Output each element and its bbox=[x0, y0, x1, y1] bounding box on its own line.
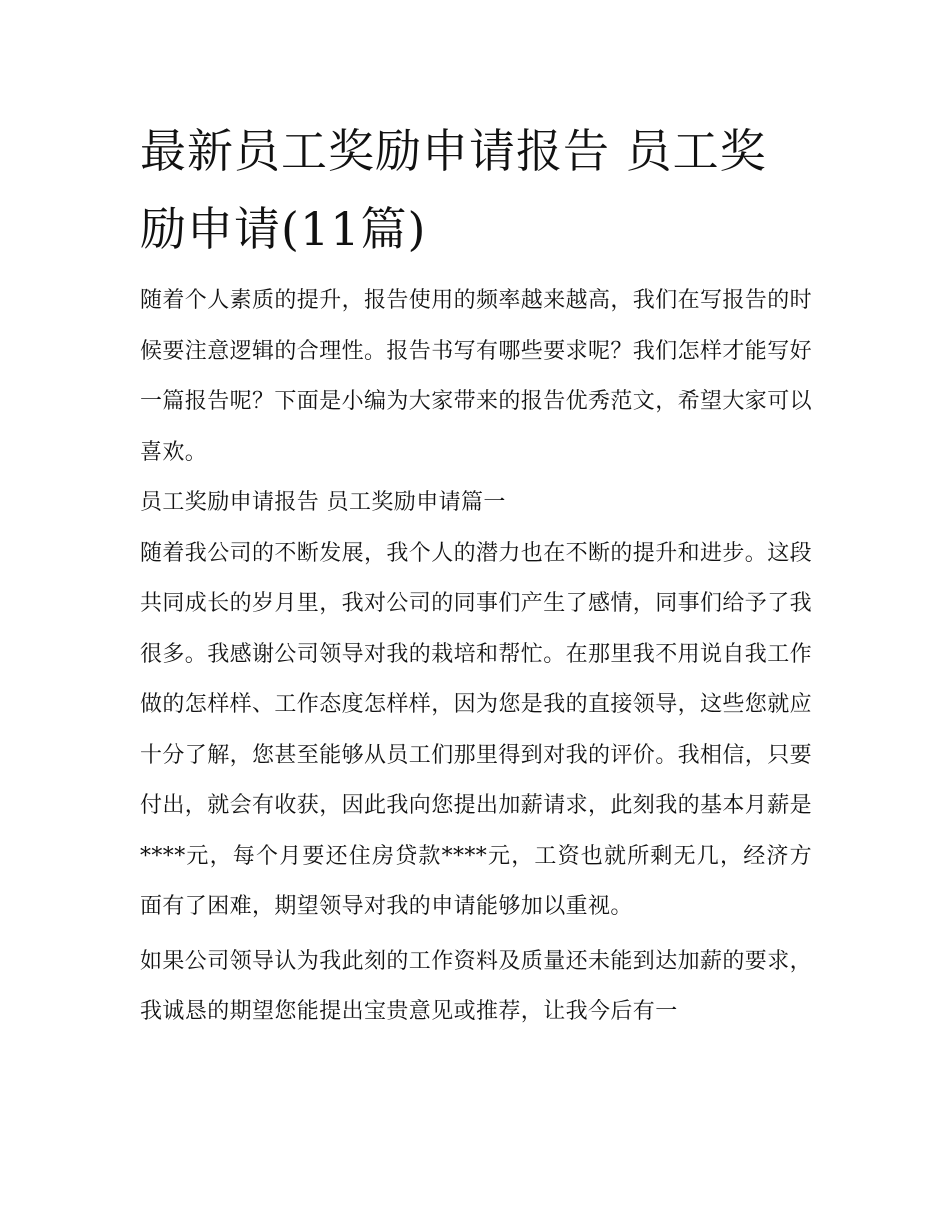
document-body bbox=[140, 112, 812, 1038]
section-heading: 员工奖励申请报告 员工奖励申请篇一 bbox=[140, 490, 506, 515]
document-title: 最新员工奖励申请报告 员工奖励申请(11篇) bbox=[140, 124, 767, 256]
body-paragraph-2: 如果公司领导认为我此刻的工作资料及质量还未能到达加薪的要求，我诚恳的期望您能提出宝贵意见或推荐，让我今后有一 bbox=[140, 948, 813, 1024]
body-paragraph-1: 随着我公司的不断发展，我个人的潜力也在不断的提升和进步。这段共同成长的岁月里，我对公司的同事们产生了感情，同事们给予了我很多。我感谢公司领导对我的栽培和帮忙。在那里我不用说自我工作做的怎样样、工作态度怎样样，因为您是我的直接领导，这些您就应十分了解，您甚至能够从员工们那里得到对我的评价。我相信，只要付出，就会有收获，因此我向您提出加薪请求，此刻我的基本月薪是****元，每个月要还住房贷款****元，工资也就所剩无几，经济方面有了困难，期望领导对我的申请能够加以重视。 bbox=[140, 540, 813, 919]
intro-paragraph: 随着个人素质的提升，报告使用的频率越来越高，我们在写报告的时候要注意逻辑的合理性。报告书写有哪些要求呢？我们怎样才能写好一篇报告呢？下面是小编为大家带来的报告优秀范文，希望大家可以喜欢。 bbox=[140, 288, 813, 465]
